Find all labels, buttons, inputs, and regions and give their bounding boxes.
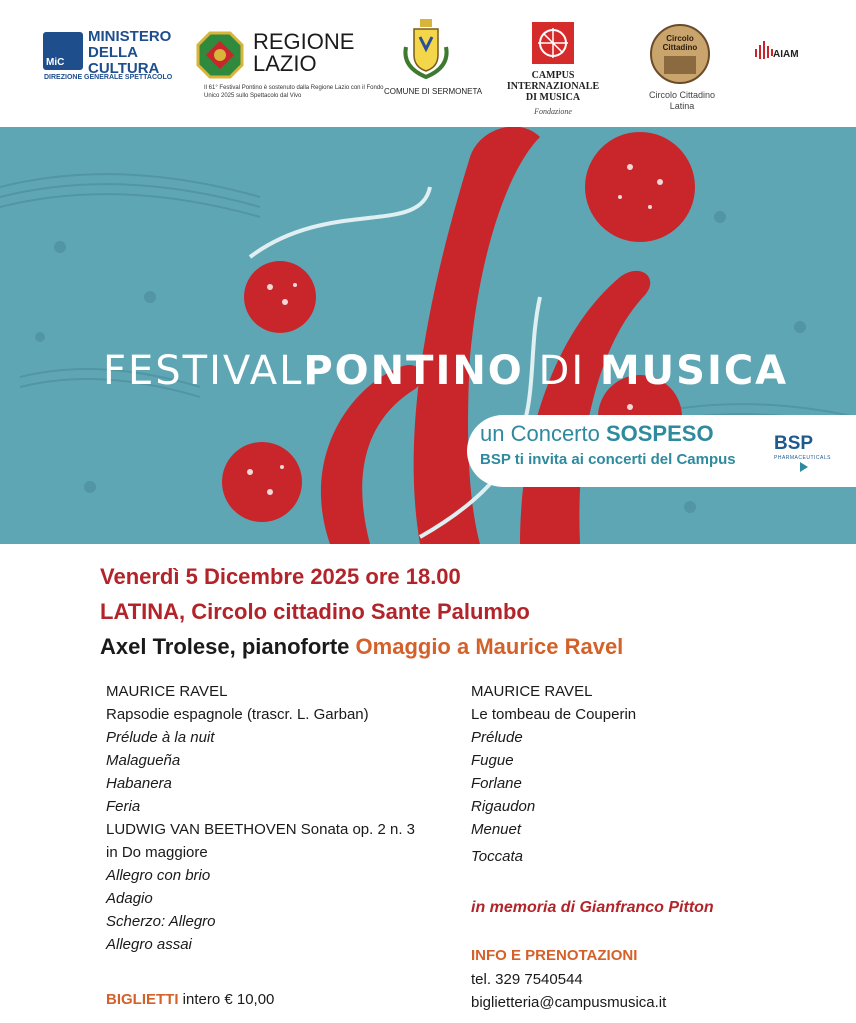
campus-name-line: INTERNAZIONALE <box>506 81 600 92</box>
circolo-emblem-text <box>652 34 708 52</box>
title-part: FESTIVAL <box>103 348 304 394</box>
event-artist-line <box>100 634 623 660</box>
regione-note: Il 61° Festival Pontino è sostenuto dalla Regione Lazio con il Fondo Unico 2025 sullo Spettacolo dal Vivo <box>204 85 384 99</box>
aiam-name: AIAM <box>773 49 799 60</box>
movement: Menuet <box>471 821 522 838</box>
movement: Fugue <box>471 752 514 769</box>
tickets-line <box>106 991 274 1008</box>
campus-musica-logo-icon <box>532 22 574 64</box>
work-title: Le tombeau de Couperin <box>471 706 637 723</box>
regione-name <box>253 31 363 75</box>
event-venue: LATINA, Circolo cittadino Sante Palumbo <box>100 599 530 624</box>
bsp-invite: BSP ti invita ai concerti del Campus <box>480 451 736 468</box>
circolo-cittadino-logo-icon <box>650 24 710 84</box>
movement: Prélude à la nuit <box>106 729 215 746</box>
composer: MAURICE RAVEL <box>106 683 228 700</box>
regione-lazio-logo-icon <box>196 31 244 79</box>
campus-name-line: DI MUSICA <box>525 92 581 103</box>
ministero-name-line: MINISTERO <box>88 28 172 45</box>
campus-subtitle: Fondazione <box>534 107 572 116</box>
movement: Scherzo: Allegro <box>106 913 216 930</box>
sermoneta-coat-of-arms-icon <box>398 17 454 81</box>
movement: Allegro assai <box>106 936 192 953</box>
ministero-name-line: CULTURA <box>88 60 160 77</box>
festival-title <box>103 347 788 395</box>
ministero-subtitle: DIREZIONE GENERALE SPETTACOLO <box>44 74 173 81</box>
composer: LUDWIG VAN BEETHOVEN Sonata op. 2 n. 3 <box>106 821 416 838</box>
bsp-logo: BSP <box>774 433 814 454</box>
regione-name-line: LAZIO <box>253 51 317 76</box>
event-date: Venerdì 5 Dicembre 2025 ore 18.00 <box>100 564 461 589</box>
campus-name-line: CAMPUS <box>531 70 575 81</box>
circolo-name-line: Circolo Cittadino <box>648 90 716 100</box>
work-title: in Do maggiore <box>106 844 208 861</box>
movement: Feria <box>106 798 141 815</box>
ministero-cultura-logo-icon <box>43 32 83 70</box>
movement: Forlane <box>471 775 522 792</box>
bsp-chevron-icon <box>800 462 808 472</box>
movement: Malagueña <box>106 752 181 769</box>
title-part: DI <box>523 348 600 394</box>
program-left <box>106 680 466 956</box>
circolo-name <box>640 90 724 112</box>
concerto-sospeso-title <box>480 421 714 447</box>
info-phone: tel. 329 7540544 <box>471 971 583 988</box>
program-right <box>471 680 831 868</box>
title-part: PONTINO <box>303 348 524 394</box>
tickets-price: intero € 10,00 <box>178 991 275 1008</box>
bsp-subtitle: PHARMACEUTICALS <box>774 455 831 461</box>
event-homage: Omaggio a Maurice Ravel <box>355 634 624 659</box>
sponsor-logos <box>0 0 856 126</box>
memoria-dedication: in memoria di Gianfranco Pitton <box>471 899 714 916</box>
movement: Rigaudon <box>471 798 536 815</box>
event-artist: Axel Trolese, pianoforte <box>100 634 350 659</box>
concerto-prefix: un Concerto <box>480 421 606 446</box>
info-title: INFO E PRENOTAZIONI <box>471 947 638 964</box>
circolo-name-line: Latina <box>669 101 695 111</box>
composer: MAURICE RAVEL <box>471 683 593 700</box>
ministero-name-line: DELLA <box>88 44 138 61</box>
regione-name-line: REGIONE <box>253 29 355 54</box>
title-part: MUSICA <box>599 348 789 394</box>
building-icon <box>664 56 696 74</box>
movement: Prélude <box>471 729 523 746</box>
mic-emblem-text: MiC <box>46 57 65 68</box>
circolo-emblem-line: Circolo <box>666 34 694 43</box>
comune-name: COMUNE DI SERMONETA <box>384 87 483 96</box>
info-email: biglietteria@campusmusica.it <box>471 994 667 1011</box>
ministero-name <box>88 29 183 77</box>
movement: Toccata <box>471 848 523 865</box>
tickets-label: BIGLIETTI <box>106 991 179 1008</box>
movement: Allegro con brio <box>106 867 211 884</box>
campus-name <box>500 70 606 103</box>
movement: Habanera <box>106 775 172 792</box>
movement: Adagio <box>106 890 153 907</box>
concerto-bold: SOSPESO <box>605 421 714 446</box>
circolo-emblem-line: Cittadino <box>662 43 698 52</box>
work-title: Rapsodie espagnole (trascr. L. Garban) <box>106 706 369 723</box>
